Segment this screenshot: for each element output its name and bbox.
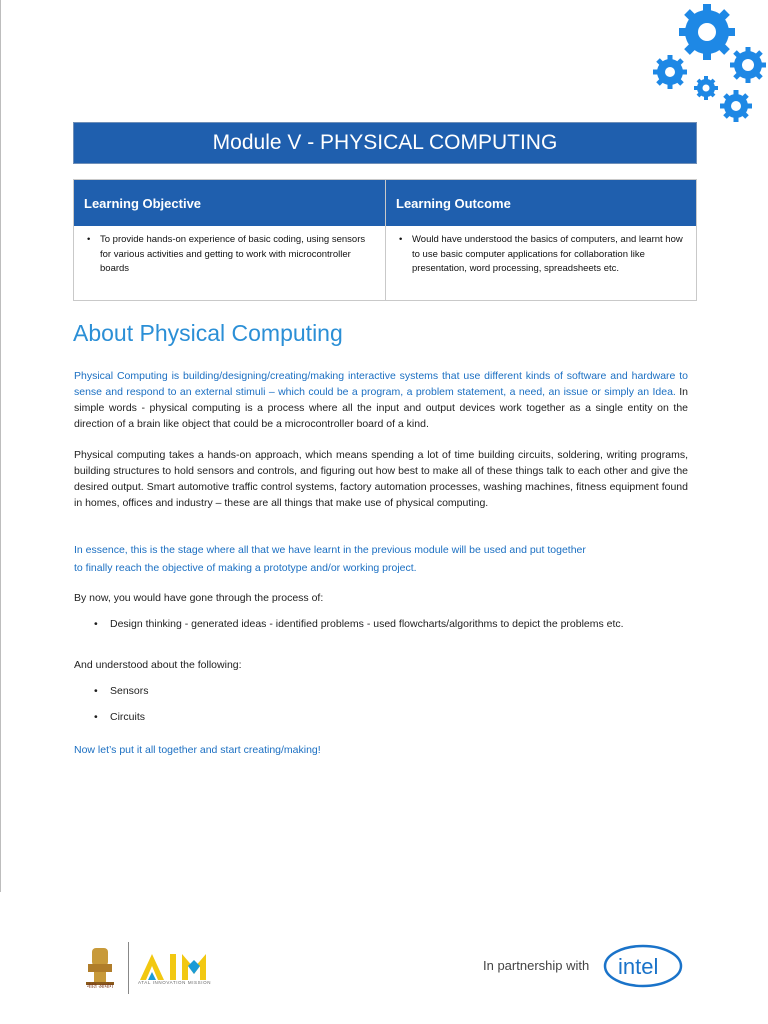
learning-table-row xyxy=(74,226,696,301)
intel-logo-icon xyxy=(602,940,684,990)
hands-on-paragraph: Physical computing takes a hands-on approach, which means spending a lot of time building circuits, soldering, writing programs, building structures to hold sensors and controls, and figuring out how best to make all of these things talk to each other and give the desired output. Smart automotive traffic control systems, factory automation processes, washing machines, fitness equipment found in homes, offices and industry – these are all things that make use of physical computing. xyxy=(74,449,688,509)
learning-objective-text: • To provide hands-on experience of basic coding, using sensors for various activities and getting to work with microcontroller boards xyxy=(84,233,375,277)
module-title: Module V - PHYSICAL COMPUTING xyxy=(212,131,558,154)
process-intro: By now, you would have gone through the process of: xyxy=(74,592,324,604)
learning-objective-cell xyxy=(74,226,385,301)
list-item: • Design thinking - generated ideas - identified problems - used flowcharts/algorithms to depict the problems etc. xyxy=(94,616,688,632)
essence-paragraph xyxy=(74,541,688,577)
closing-line: Now let’s put it all together and start creating/making! xyxy=(74,744,321,756)
process-list xyxy=(94,616,688,632)
intro-paragraph xyxy=(74,368,688,432)
following-list-sensors xyxy=(94,683,688,699)
niti-aayog-label: नीति आयोग xyxy=(86,984,114,990)
module-title-banner xyxy=(73,122,697,164)
intro-definition: Physical Computing is building/designing/creating/making interactive systems that use different kinds of software and hardware to sense and respond to an external stimuli – which could be a program, a problem statement, a need, an issue or simply an Idea. xyxy=(74,370,688,398)
learning-outcome-text: • Would have understood the basics of computers, and learnt how to use basic computer applications for collaboration like presentation, word processing, spreadsheets etc. xyxy=(396,233,686,277)
learning-table-header xyxy=(74,180,696,226)
learning-table xyxy=(73,179,697,301)
list-item: • Sensors xyxy=(94,683,688,699)
learning-objective-header: Learning Objective xyxy=(84,196,202,211)
essence-line-2: to finally reach the objective of making a prototype and/or working project. xyxy=(74,562,417,574)
essence-line-1: In essence, this is the stage where all that we have learnt in the previous module will be used and put together xyxy=(74,544,586,556)
list-item: • Circuits xyxy=(94,709,688,725)
following-list-circuits xyxy=(94,709,688,725)
aim-logo-icon xyxy=(138,952,222,982)
gears-icon xyxy=(648,0,768,130)
learning-outcome-header: Learning Outcome xyxy=(385,180,696,226)
aim-subtitle: ATAL INNOVATION MISSION xyxy=(138,980,212,985)
intel-wordmark: intel xyxy=(618,954,659,979)
logo-divider xyxy=(128,942,129,994)
left-margin-rule xyxy=(0,0,1,892)
section-title: About Physical Computing xyxy=(73,320,343,346)
partnership-text: In partnership with xyxy=(483,958,590,973)
following-intro: And understood about the following: xyxy=(74,659,242,671)
intro-simple-words: In simple words - physical computing is a process where all the input and output devices work together as a single entity on the direction of a brain like object that could be a microcontroller board of a kind. xyxy=(74,386,688,430)
learning-outcome-cell xyxy=(385,226,696,301)
footer-logos xyxy=(76,938,236,998)
